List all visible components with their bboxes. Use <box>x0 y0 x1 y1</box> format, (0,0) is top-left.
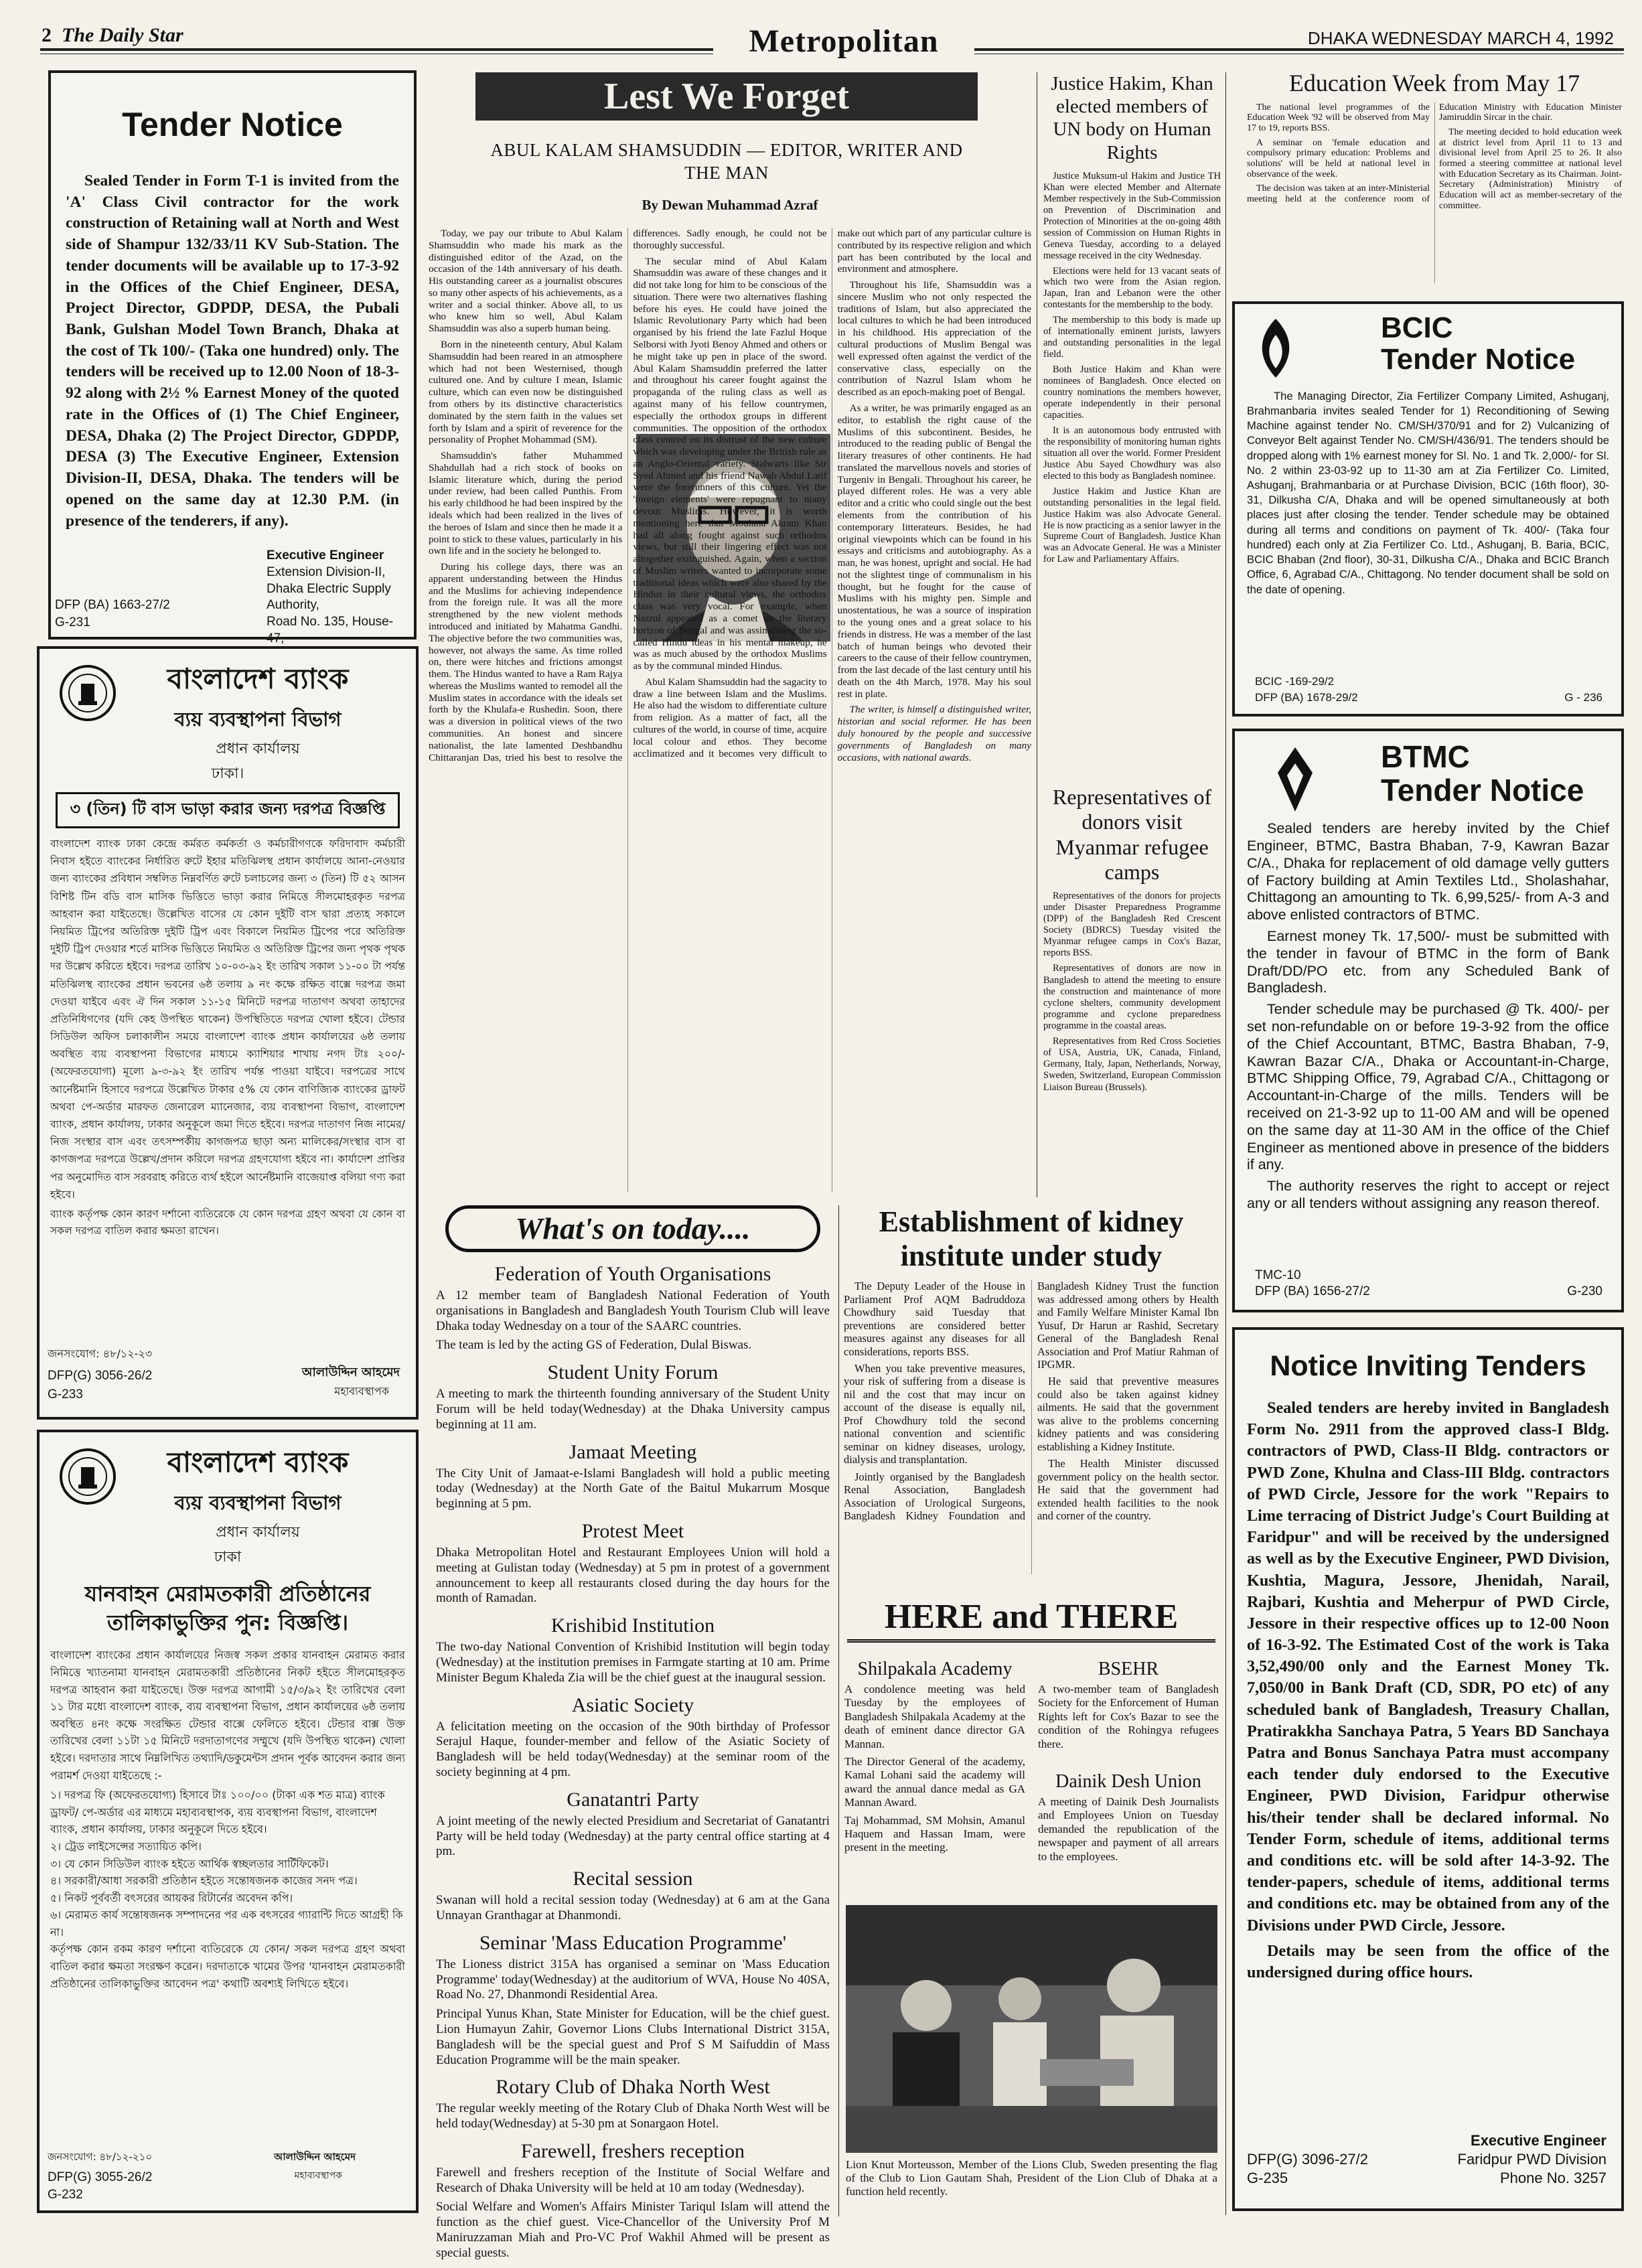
bank-ref: DFP(G) 3055-26/2 <box>48 2170 153 2184</box>
tender-notice-g: G-231 <box>55 615 90 629</box>
sec-0: Federation of Youth Organisations A 12 member team of Bangladesh National Federation of Youth organisations in Bangladesh and Bangladesh Youth Tourism Club will leave Dhaka today Wednesday on a tour of the SAARC countries. The team is led by the acting GS of Federation, Dulal Biswas. <box>436 1263 830 1353</box>
lions-photo <box>846 1905 1217 2153</box>
bank-g: G-233 <box>48 1387 83 1402</box>
sec-3: Protest Meet Dhaka Metropolitan Hotel and Restaurant Employees Union will hold a meeting at Gulistan today (Wednesday) at 5 pm in protest of a government announcement to keep all restaurants closed during the day hours for the month of Ramadan. <box>436 1519 830 1606</box>
bank-title: বাংলাদেশ ব্যাংক <box>167 662 349 695</box>
lest-byline: By Dewan Muhammad Azraf <box>642 197 818 213</box>
btmc-ref: TMC-10 <box>1255 1268 1301 1282</box>
divider <box>838 1205 839 2216</box>
sec-4: Krishibid Institution The two-day National Convention of Krishibid Institution will begin today (Wednesday) at the institution premises in Farmgate starting at 10 am. Prime Minister Begum Khaleda Zia will be the chief guest at the inaugural session. <box>436 1614 830 1685</box>
masthead <box>27 20 1627 60</box>
shilpakala: Shilpakala Academy A condolence meeting was held Tuesday by the employees of Bangladesh Shilpakala Academy at the death of eminent dance director GA Mannan. The Director General of the academy, Kamal Lohani said the academy will award the annual dance medal as GA Mannan Award. Taj Mohammad, SM Mohsin, Amanul Haquem and Hassan Imam, were present in the meeting. <box>844 1659 1025 1854</box>
lest-banner: Lest We Forget <box>475 72 978 121</box>
donors-headline: Representatives of donors visit Myanmar refugee camps <box>1052 785 1212 885</box>
here-there-banner: HERE and THERE <box>847 1597 1215 1643</box>
bank-logo-icon <box>58 664 117 723</box>
donors-body: Representatives of the donors for projects under Disaster Preparedness Programme (DPP) of the Bangladesh Red Crescent Society (BDRCS) Tuesday visited the Myanmar refugee camps in Cox's Bazar, reports BSS. Representatives of donors are now in Bangladesh to attend the meeting to ensure the construction and maintenance of more cyclone shelters, community development programme and cyclone preparedness programme in the coastal areas. Representatives from Red Cross Societies of USA, Austria, UK, Canada, Finland, Germany, Italy, Japan, Netherlands, Norway, Sweden, Switzerland, European Commission Liaison Bureau (Brussels). <box>1043 890 1221 1093</box>
bank-dept: ব্যয় ব্যবস্থাপনা বিভাগ <box>174 1491 342 1514</box>
bank-dept: ব্যয় ব্যবস্থাপনা বিভাগ <box>174 708 342 731</box>
here-and-there <box>840 1597 1222 2213</box>
pwd-title: Notice Inviting Tenders <box>1270 1350 1586 1382</box>
list-item: ২। ট্রেড লাইসেন্সের সত্যায়িত কপি। <box>50 1839 202 1853</box>
bcic-logo-icon <box>1252 316 1299 380</box>
bcic-ref2: DFP (BA) 1678-29/2 <box>1255 691 1358 704</box>
bank-logo-icon <box>58 1447 117 1506</box>
bank-office: প্রধান কার্যালয় <box>216 741 300 757</box>
list-item: ৪। সরকারী/আধা সরকারী প্রতিষ্ঠান হইতে সন্তোষজনক কাজের সনদ পত্র। <box>50 1874 358 1888</box>
kidney-headline: Establishment of kidney institute under study <box>879 1205 1184 1272</box>
page-number: 2 <box>42 24 52 46</box>
bcic-title: BCIC <box>1381 311 1453 344</box>
sec-1: Student Unity Forum A meeting to mark the thirteenth founding anniversary of the Student Unity Forum will be held today(Wednesday) at the Dhaka University campus beginning at 11 am. <box>436 1361 830 1432</box>
bcic-body: The Managing Director, Zia Fertilizer Company Limited, Ashuganj, Brahmanbaria invites sealed Tender for 1) Reconditioning of Sewing Machine against tender No. CM/SH/370/91 and for 2) Vulcanizing of Conveyor Belt against Tender No. CM/SH/436/91. The tenders should be dropped along with 1% earnest money for Sl. No. 1 and Tk. 2,000/- for Sl. No. 2 within 23-03-92 up to 11-30 am at Zia Fertilizer Co. Limited, Ashuganj, Brahmanbaria or at Purchase Division, BCIC (16th floor), 30-31, Dilkusha C/A, Dhaka and will be opened simultaneously at both places just after closing the tender. Tender schedule may be obtained during all terms and conditions on payment of Tk. 400/- (Taka four hundred) each only at Zia Fertilizer Co. Ltd., Ashuganj, B. Baria, BCIC, BCIC Bhaban (2nd floor), 30-31, Dilkusha C/A., Dhaka and BCIC Branch Office, 6, Agrabad C/A., Chittagong. No tender document shall be sold on the date of opening. <box>1247 389 1609 596</box>
bank-office: প্রধান কার্যালয় <box>216 1524 300 1541</box>
whats-on-banner: What's on today.... <box>445 1205 820 1252</box>
bank-body: বাংলাদেশ ব্যাংক ঢাকা কেন্দ্রে কর্মরত কর্মকর্তা ও কর্মচারীগণকে ফরিদাবাদ কর্মচারী নিবাস হইতে ব্যাংকের নির্ধারিত রুটে ইহার মতিঝিলস্থ প্রধান কার্যালয়ে আনা-নেওয়ার জন্য ব্যাংকের প্রবিধান সম্বলিত নিম্নবর্ণিত রুটে চলাচলের জন্য ৩ (তিন) টি ৫২ আসন বিশিষ্ট টিন বডি বাস মাসিক ভিত্তিতে ভাড়া করার নিমিত্তে সীলমোহরকৃত দরপত্র আহবান করা যাইতেছে। উল্লেখিত বাসের যে কোন দুইটি বাস দ্বারা প্রত্যহ সকালে নিয়মিত ট্রিপের অতিরিক্ত দুইটি ট্রিপ এবং বিকালে নিয়মিত ট্রিপের পরে অতিরিক্ত দুইটি ট্রিপ দেওয়ার শর্তে মাসিক ভিত্তিতে নিয়মিত ও অতিরিক্ত ট্রিপের জন্য পৃথক পৃথক দর উল্লেখ করিতে হইবে। দরপত্র তারিখ ১০-০৩-৯২ ইং তারিখ সকাল ১১-০০ টা পর্যন্ত মতিঝিলস্থ ব্যাংকের প্রধান ভবনের ৬ষ্ঠ তলায় ৯ নং কক্ষে রক্ষিত বাক্সে দরপত্র জমা দেওয়া যাইবে এবং ঐ দিন সকাল ১১-১৫ মিনিটে দরপত্র দাতাগণ অথবা তাহাদের প্রতিনিধিগণের (যদি কেহ উপস্থিত থাকেন) উপস্থিতিতে দরপত্র খোলা হইবে। টেন্ডার সিডিউল অফিস চলাকালীন সময়ে বাংলাদেশ ব্যাংক প্রধান কার্যালয়ের ৬ষ্ঠ তলায় অবস্থিত ব্যয় ব্যবস্থাপনা বিভাগের মাধ্যমে ক্যাশিয়ার শাখায় নগদ টাঃ ২০০/- (অফেরতযোগ্য) মূল্যে ৯-৩-৯২ ইং তারিখ পর্যন্ত পাওয়া যাইবে। দরপত্রের সাথে আর্নেষ্টমানি হিসাবে দরপত্রে উল্লেখিত টাকার ৫% যে কোন বাণিজ্যিক ব্যাংকের ড্রাফট অথবা পে-অর্ডার মারফত জেনারেল ম্যানেজার, ব্যয় ব্যবস্থাপনা বিভাগ, বাংলাদেশ ব্যাংক, প্রধান কার্যালয়, ঢাকার অনুকূলে জমা দিতে হইবে। দরপত্র দাতাগণ নিজ নামের/নিজ সংস্থার বাস এবং তৎসম্পর্কীয় কাগজপত্র ছাড়া অন্য মালিকের/সংস্থার বাস বা কাগজপত্র দরপত্রে উল্লেখ/প্রদান করিলে দরপত্র গ্রহণযোগ্য হইবে না। কার্যাদেশ প্রাপ্তির পর অনুমোদিত বাস সরবরাহ করিতে ব্যর্থ হইলে আর্নেষ্টমানি বাজেয়াপ্ত বলিয়া গণ্য করা হইবে। <box>50 838 405 1201</box>
kidney-body: The Deputy Leader of the House in Parliament Prof AQM Badruddoza Chowdhury said Tuesday that preventions are considered better measures against any diseases for all considerations, reports BSS. When you take preventive measures, your risk of suffering from a disease is nil and the cost that may incur on account of the disease is equally nil, Prof Chowdhury told the second national convention and scientific seminar on kidney diseases, urology, dialysis and transplantation. Jointly organised by the Bangladesh Renal Association, Bangladesh Association of Urological Surgeons, Bangladesh Kidney Foundation and Bangladesh Kidney Trust the function was addressed among others by Health and Family Welfare Minister Kamal Ibn Yusuf, Dr Harun ar Rashid, Secretary General of the Bangladesh Renal Association and Prof Matiur Rahman of IPGMR. He said that preventive measures could also be taken against kidney ailments. He said that the government was alive to the problems concerning kidney patients and was considering establishing a Kidney Institute. The Health Minister discussed government policy on the health sector. He said that the government had extended health facilities to the nook and corner of the country. <box>844 1280 1219 1523</box>
justice-body: Justice Muksum-ul Hakim and Justice TH Khan were elected Member and Alternate Member respectively in the Sub-Commission on Prevention of Discrimination and Protection of Minorities at the on-going 48th session of Commission on Human Rights in Geneva Tuesday, according to a delayed message received in the city Wednesday. Elections were held for 13 vacant seats of which two were from the Asian region. Japan, Iran and Lebanon were the other contestants for the membership to the body. The membership to this body is made up of internationally eminent jurists, lawyers and outstanding personalities in the legal field. Both Justice Hakim and Khan were nominees of Bangladesh. Once elected on country nominations the members however, operate independently in their personal capacities. It is an autonomous body entrusted with the responsibility of monitoring human rights situation all over the world. Former President Justice Abu Sayed Chowdhury was also elected to this body as Bangladesh nominee. Justice Hakim and Justice Khan are outstanding personalities in the legal field. Justice Hakim was also Advocate General. He is now practicing as a senior lawyer in the Supreme Court of Bangladesh. Justice Khan was an Advocate General. He was a Minister for Law and Parliamentary Affairs. <box>1043 170 1221 565</box>
sec-9: Rotary Club of Dhaka North West The regular weekly meeting of the Rotary Club of Dhaka North West will be held today(Wednesday) at 5-30 pm at Sonargaon Hotel. <box>436 2076 830 2131</box>
pwd-g: G-235 <box>1247 2170 1288 2186</box>
list-item: ১। দরপত্র ফি (অফেরতযোগ্য) হিসাবে টাঃ ১০০/০০ (টাকা এক শত মাত্র) ব্যাংক ড্রাফট/ পে-অর্ডার এর মাধ্যমে মহাব্যবস্থাপক, ব্যয় ব্যবস্থাপনা বিভাগ, বাংলাদেশ ব্যাংক, প্রধান কার্যালয়, ঢাকার অনুকূলে দিতে হইবে। <box>50 1789 385 1836</box>
btmc-title: BTMC <box>1381 739 1470 774</box>
bank-date: জনসংযোগ: ৪৮/১২-২৩ <box>48 1347 153 1360</box>
sec-8: Seminar 'Mass Education Programme' The Lioness district 315A has organised a seminar on 'Mass Education Programme' today(Wednesday) at the auditorium of WVA, House No 40SA, Road No. 27, Dhanmondi Residential Area. Principal Yunus Khan, State Minister for Education, will be the chief guest. Lion Humayun Zahir, Governor Lions Clubs International District 315A, Bangladesh will be the special guest and Prof S M Saifuddin of Mass Education Programme will be the main speaker. <box>436 1931 830 2067</box>
divider <box>1225 72 1226 2215</box>
justice-article <box>1043 72 1221 782</box>
bangladesh-bank-ad-2 <box>37 1430 419 2213</box>
btmc-subtitle: Tender Notice <box>1381 773 1584 808</box>
bank-signer-title: মহাব্যবস্থাপক <box>334 1385 389 1397</box>
bank-city: ঢাকা <box>214 1549 242 1566</box>
bank-signer: আলাউদ্দিন আহমেদ <box>301 1365 400 1379</box>
bank-date: জনসংযোগ: ৪৮/১২-২১০ <box>48 2151 153 2163</box>
sec-10: Farewell, freshers reception Farewell and freshers reception of the Institute of Social Welfare and Research of Dhaka University will be held at 10 am today (Wednesday). Social Welfare and Women's Affairs Minister Tariqul Islam will attend the function as the chief guest. Vice-Chancellor of the University Prof M Maniruzzaman Miah and Pro-VC Prof Wakhil Ahmed will be present as special guests. <box>436 2139 830 2260</box>
bank-body: বাংলাদেশ ব্যাংকের প্রধান কার্যালয়ের নিজস্ব সকল প্রকার যানবাহন মেরামত করার নিমিত্তে খ্যাতনামা যানবাহন মেরামতকারী প্রতিষ্ঠানের নিকট হইতে সীলমোহরকৃত দরপত্র আহবান করা যাইতেছে। উক্ত দরপত্র আগামী ১৫/৩/৯২ ইং তারিখের বেলা ১১ টার মধ্যে বাংলাদেশ ব্যাংক, ব্যয় ব্যবস্থাপনা বিভাগ, প্রধান কার্যালয়ের ৬ষ্ঠ তলায় অবস্থিত ৪নং কক্ষে সংরক্ষিত টেন্ডার বাক্সে ফেলিতে হইবে। টেন্ডার বাক্স উক্ত তারিখের বেলা ১১টা ১৫ মিনিটে দরদাতাগণের সম্মুখে (যদি উপস্থিত থাকেন) খোলা হইবে। দরদাতার সাথে নিম্নলিখিত তথ্যাদি/ডকুমেন্টস প্রদান পূর্বক আবেদন করার জন্য পরামর্শ দেওয়া যাইতেছে :- <box>50 1649 405 1782</box>
list-item: ৩। যে কোন সিডিউল ব্যাংক হইতে আর্থিক স্বচ্ছলতার সার্টিফিকেট। <box>50 1857 329 1870</box>
bank-items <box>50 1787 405 1941</box>
tender-notice-signature: Executive Engineer Extension Division-II, Dhaka Electric Supply Authority, Road No. 135, House-47, <box>267 548 394 646</box>
education-body: The national level programmes of the Education Week '92 will be observed from May 17 to 19, reports BSS. A seminar on 'female education and compulsory primary education: Problems and solutions' will be held at national level in observance of the week. The decision was taken at an inter-Ministerial meeting held at the conference room of Education Ministry with Education Minister Jamiruddin Sircar in the chair. The meeting decided to hold education week at district level from April 11 to 13 and divisional level from April 25 to 26. It also formed a steering committee at national level with Education Secretary as its Chairman. Joint-Secretary (Administration) Ministry of Education will act as member-secretary of the committee. <box>1247 102 1622 211</box>
tender-notice-title: Tender Notice <box>122 106 343 143</box>
pwd-sig-3: Phone No. 3257 <box>1499 2170 1607 2186</box>
tender-notice-body: Sealed Tender in Form T-1 is invited from the 'A' Class Civil contractor for the work construction of Retaining wall at North and West side of Shampur 132/33/11 KV Sub-Station. The tender documents will be available up to 17-3-92 in the Offices of the Chief Engineer, DESA, Project Director, GDPDP, DESA, the Pubali Bank, Gulshan Model Town Branch, Dhaka at the cost of Tk 100/- (Taka one hundred) only. The tenders will be received up to 12.00 Noon of 18-3-92 along with 2½ % Earnest Money of the quoted rate in the Offices of (1) The Chief Engineer, DESA, Dhaka (2) The Project Director, GDPDP, DESA (3) The Executive Engineer, Extension Division-II, DESA, Dhaka. The tenders will be opened on the same day at 12.30 P.M. (in presence of the tenderers, if any). <box>66 172 399 530</box>
bcic-ref: BCIC -169-29/2 <box>1255 675 1335 688</box>
bcic-g: G - 236 <box>1564 691 1602 704</box>
btmc-g: G-230 <box>1567 1284 1602 1298</box>
tender-notice-ad <box>48 70 417 646</box>
education-week-article <box>1247 70 1622 295</box>
tender-notice-ref: DFP (BA) 1663-27/2 <box>55 598 170 612</box>
bcic-subtitle: Tender Notice <box>1381 343 1576 376</box>
btmc-ref2: DFP (BA) 1656-27/2 <box>1255 1284 1370 1298</box>
section-title: Metropolitan <box>713 23 974 60</box>
btmc-body: Sealed tenders are hereby invited by the Chief Engineer, BTMC, Bastra Bhaban, 7-9, Kawran Bazar C/A., Dhaka for replacement of old damage velly gutters of Factory building at Amin Textiles Ltd., Sholashahar, Chittagong an amounting to Tk. 6,99,525/- from A-3 and above enlisted contractors of BTMC. Earnest money Tk. 17,500/- must be submitted with the tender in favour of BTMC in the form of Bank Draft/DD/PO etc. from any Scheduled Bank of Bangladesh. Tender schedule may be purchased @ Tk. 400/- per set non-refundable on or before 19-3-92 from the office of the Chief Accountant, BTMC, Bastra Bhaban, 7-9, Kawran Bazar C/A., Dhaka or Accountant-in-Charge, BTMC Shipping Office, 79, Agrabad C/A., Chittagong or Accountant-in-Charge of the mills. Tenders will be received on 21-3-92 up to 11-00 AM and will be opened on the same day at 11-30 AM in the office of the Chief Engineer as mentioned above in presence of the bidders if any. The authority reserves the right to accept or reject any or all tenders without assigning any reason thereof. <box>1247 820 1609 1211</box>
bank-ref: DFP(G) 3056-26/2 <box>48 1369 153 1383</box>
pwd-tender-ad <box>1232 1327 1624 2211</box>
justice-headline: Justice Hakim, Khan elected members of UN body on Human Rights <box>1051 73 1213 163</box>
sec-5: Asiatic Society A felicitation meeting on the occasion of the 90th birthday of Professor Serajul Haque, founder-member and fellow of the Asiatic Society of Bangladesh will be held today(Wednesday) at the seminar room of the society beginning at 4 pm. <box>436 1693 830 1779</box>
lest-headline: ABUL KALAM SHAMSUDDIN — EDITOR, WRITER AND THE MAN <box>490 140 963 183</box>
sec-6: Ganatantri Party A joint meeting of the newly elected Presidium and Secretariat of Ganatantri Party will be held today (Wednesday) at the party central office starting at 4 pm. <box>436 1788 830 1859</box>
bank-signer-title: মহাব্যবস্থাপক <box>294 2170 342 2181</box>
bangladesh-bank-ad-1 <box>37 646 419 1420</box>
sec-7: Recital session Swanan will hold a recital session today (Wednesday) at 6 am at the Gana Unnayan Granthagar at Dhanmondi. <box>436 1868 830 1922</box>
bank-foot: ব্যাংক কর্তৃপক্ষ কোন কারণ দর্শানো ব্যতিরেকে যে কোন দরপত্র গ্রহণ অথবা যে কোন বা সকল দরপত্র বাতিল করার ক্ষমতা রাখেন। <box>50 1207 405 1237</box>
bank-signer: আলাউদ্দিন আহমেদ <box>274 2151 356 2163</box>
pwd-body: Sealed tenders are hereby invited in Bangladesh Form No. 2911 from the approved class-I Bldg. contractors of PWD, Class-II Bldg. contractors or PWD Zone, Khulna and Class-III Bldg. contractors of PWD Circle, Jessore for the work "Repairs to Lime terracing of District Judge's Court Building at Faridpur" and will be received by the undersigned as well as by the Executive Engineer, PWD Division, Kushtia, Magura, Jessore, Jhenidah, Narail, Rajbari, Kushtia and Meherpur of PWD Circle, Jessore in their respective offices up to 12-00 Noon of 16-3-92. The Estimated Cost of the work is Taka 3,52,490/00 only and the Earnest Money Tk. 7,050/00 in Bank Draft (CD, SDR, PO etc) of any scheduled bank of Bangladesh, Treasury Challan, Pratirakkha Sanchaya Patra, 5 Years BD Sanchaya Patra and Bonus Sanchaya Patra must accompany each tender duly endorsed to the Executive Engineer, PWD Division, Faridpur otherwise his/their tender shall be declared informal. No Tender Form, schedule of items, additional terms and conditions etc. will be sold after 14-3-92. The tender-papers, schedule of items, additional terms and conditions etc. may be obtained from any of the Divisions under PWD Circle, Jessore. Details may be seen from the office of the undersigned during office hours. <box>1247 1399 1609 1981</box>
bsehr: BSEHR A two-member team of Bangladesh Society for the Enforcement of Human Rights left for Cox's Bazar to see the condition of the Rohingya refugees there. Dainik Desh Union A meeting of Dainik Desh Journalists and Employees Union on Tuesday demanded the republication of the newspaper and payment of all arrears to the employees. <box>1038 1659 1219 1863</box>
bcic-tender-ad <box>1232 301 1624 716</box>
whats-on-sections <box>432 1252 834 2268</box>
newspaper-logo: The Daily Star <box>62 24 183 46</box>
education-headline: Education Week from May 17 <box>1288 70 1580 96</box>
pwd-sig-1: Executive Engineer <box>1471 2132 1607 2149</box>
photo-caption: Lion Knut Morteusson, Member of the Lions Club, Sweden presenting the flag of the Club to Lion Gautam Shah, President of the Lion Club of Dhaka at a function held recently. <box>846 2158 1217 2198</box>
pwd-sig-2: Faridpur PWD Division <box>1457 2151 1607 2168</box>
btmc-tender-ad <box>1232 729 1624 1312</box>
lest-we-forget-article <box>429 72 1031 1197</box>
list-item: ৫। নিকট পূর্ববর্তী বৎসরের আয়কর রিটার্নের অবেদন কপি। <box>50 1891 293 1904</box>
list-item: ৬। মেরামত কার্য সন্তোষজনক সম্পাদনের পর এক বৎসরের গ্যারান্টি দিতে আগ্রহী কি না। <box>50 1908 403 1939</box>
bank-title: বাংলাদেশ ব্যাংক <box>167 1446 349 1479</box>
btmc-logo-icon <box>1275 746 1315 813</box>
lest-body: Today, we pay our tribute to Abul Kalam Shamsuddin who made his mark as the distinguished editor of the Azad, on the occasion of the 14th anniversary of his death. His outstanding career as a journalist obscures so many other aspects of his achievements, as a writer and a social thinker. Above all, to us who knew him so well, Abul Kalam Shamsuddin was also a superb human being. Born in the nineteenth century, Abul Kalam Shamsuddin had been reared in an atmosphere which had not been Westernised, though cultured one. And by culture I mean, Islamic culture, which can even now be distinguished from others by its distinctive characteristics dominated by the stern faith in the values set forth by Islam and a spirit of reverence for the personality of Prophet Mohammad (SM). Shamsuddin's father Muhammed Shahdullah had a rich stock of books on Islamic literature which, during the period under review, had been called Punthis. From his early childhood he had been inspired by the ideals which had been realized in the lives of the heroes of Islam and since then he made it a point to stick to these values, particularly in his own life and in the society he belonged to. During his college days, there was an apparent understanding between the Hindus and the Muslims for achieving independence from the foreign rule. It was all the more strengthened by the new violent methods introduced and initiated by Mahatma Gandhi. The objective before the two communities was, however, not always the same. As time rolled on, there were hitches and frictions amongst them. The Hindus wanted to have a Ram Rajya whereas the Muslims wanted to remodel all the Muslim states in accordance with the ideals set forth by the Khulafa-e Rushedin. Soon, there was a diversion in political views of the two communities. An honest and sincere nationalist, the late lamented Deshbandhu Chittaranjan Das, tried his best to resolve the differences. Sadly enough, he could not be thoroughly successful. The secular mind of Abul Kalam Shamsuddin was aware of these changes and it did not take long for him to be conscious of the situation. There were two alternatives flashing before his eyes. He could have joined the Islamic Revolutionary Party which had been organised by his friend the late Fazlul Hoque Selborsi with Jyoti Benoy Ahmed and others or he might take up pen in place of the sword. Abul Kalam Shamsuddin preferred the latter and throughout his career fought against the propaganda of the ruling class as well as against many of his fellow countrymen, especially the orthodox groups in different communities. The opposition of the orthodox class centred on its distrust of the new culture which was developing under the British rule as an Anglo-Oriental variety. Stalwarts like Sir Syed Ahmed and his friend Nawab Abdul Latif were the forerunners of this culture. Yet the 'foreign elements' were repugnant to many devout Muslims. However, it is worth mentioning here that Moulana Akram Khan had all along fought against such orthodox views, but still their lingering effect was not altogether extinguished. Again, when a section of Muslim writers wanted to incorporate some traditional ideas which were also shared by the Hindus in their cultural views, the orthodox class was very vocal. For example, when Nazrul appeared as a comet on the literary horizon of Bengal and was assimilating the so-called Hindu ideas in his mental makeup, he was as much abused by the orthodox Muslims as by the communal minded Hindus. Abul Kalam Shamsuddin had the sagacity to draw a line between Islam and the Muslims. He also had the wisdom to differentiate culture from religion. As a matter of fact, all the cultures of the world, in course of time, acquire local colour and ethos. They become acclimatized and it becomes very difficult to make out which part of any particular culture is contributed by its respective religion and which part has been contributed by the local and environment and atmosphere. Throughout his life, Shamsuddin was a sincere Muslim who not only respected the traditions of Islam, but also appreciated the local cultures to which he had been introduced in his childhood. His appreciation of the cultural productions of Muslim Bengal was well expressed often against the verdict of the conservative class, especially on the contribution of Nazrul Islam whom he described as an epoch-making poet of Bengal. As a writer, he was primarily engaged as an editor, to establish the right cause of the Muslims of this subcontinent. Besides, he introduced to the reading public of Bengal the literary treasures of other continents. He had translated the marvellous novels and stories of Turgeniv in Bengali. Throughout his career, he played different roles. He was a very able editor and a critic who could single out the best elements from the contribution of his contemporary litterateurs. Besides, he had original viewpoints which can be found in his essays and criticisms and autobiography. As a man, he was honest, upright and social. He had not the slightest tinge of communalism in his thought, but he fought for the cause of Muslims with his mighty pen. Simple and unostentatious, he was a source of inspiration to the young ones and a great solace to his friends in distress. He was a member of the last batch of human beings who devoted their careers to the cause of their fellow countrymen, from the last decade of the last century until his death on the 4th March, 1978. May his soul rest in plate. The writer, is himself a distinguished writer, historian and social reformer. He has been duly honoured by the people and successive governments of Bangladesh on many occasions, with national awards. <box>429 228 1031 763</box>
bank-headline: যানবাহন মেরামতকারী প্রতিষ্ঠানের তালিকাভুক্তির পুন: বিজ্ঞপ্তি। <box>84 1581 371 1636</box>
sec-2: Jamaat Meeting The City Unit of Jamaat-e-Islami Bangladesh will hold a public meeting today (Wednesday) at the North Gate of the Baitul Mukarrum Mosque beginning at 5 pm. <box>436 1440 830 1511</box>
bank-headline: ৩ (তিন) টি বাস ভাড়া করার জন্য দরপত্র বিজ্ঞপ্তি <box>56 792 400 828</box>
bank-foot: কর্তৃপক্ষ কোন রকম কারণ দর্শানো ব্যতিরেকে যে কোন/ সকল দরপত্র গ্রহণ অথবা বাতিল করার ক্ষমতা সংরক্ষণ করেন। দরদাতাকে খামের উপর 'যানবাহন মেরামতকারী প্রতিষ্ঠানের তালিকাভুক্তির আবেদন পত্র' কথাটি অবশ্যই লিখিতে হইবে। <box>50 1943 405 1990</box>
donors-article <box>1043 785 1221 1193</box>
bank-g: G-232 <box>48 2188 83 2202</box>
bank-city: ঢাকা। <box>211 765 244 782</box>
pwd-ref: DFP(G) 3096-27/2 <box>1247 2151 1368 2168</box>
kidney-article <box>844 1205 1219 1587</box>
whats-on-today <box>432 1205 834 2260</box>
dateline: DHAKA WEDNESDAY MARCH 4, 1992 <box>1307 28 1614 48</box>
